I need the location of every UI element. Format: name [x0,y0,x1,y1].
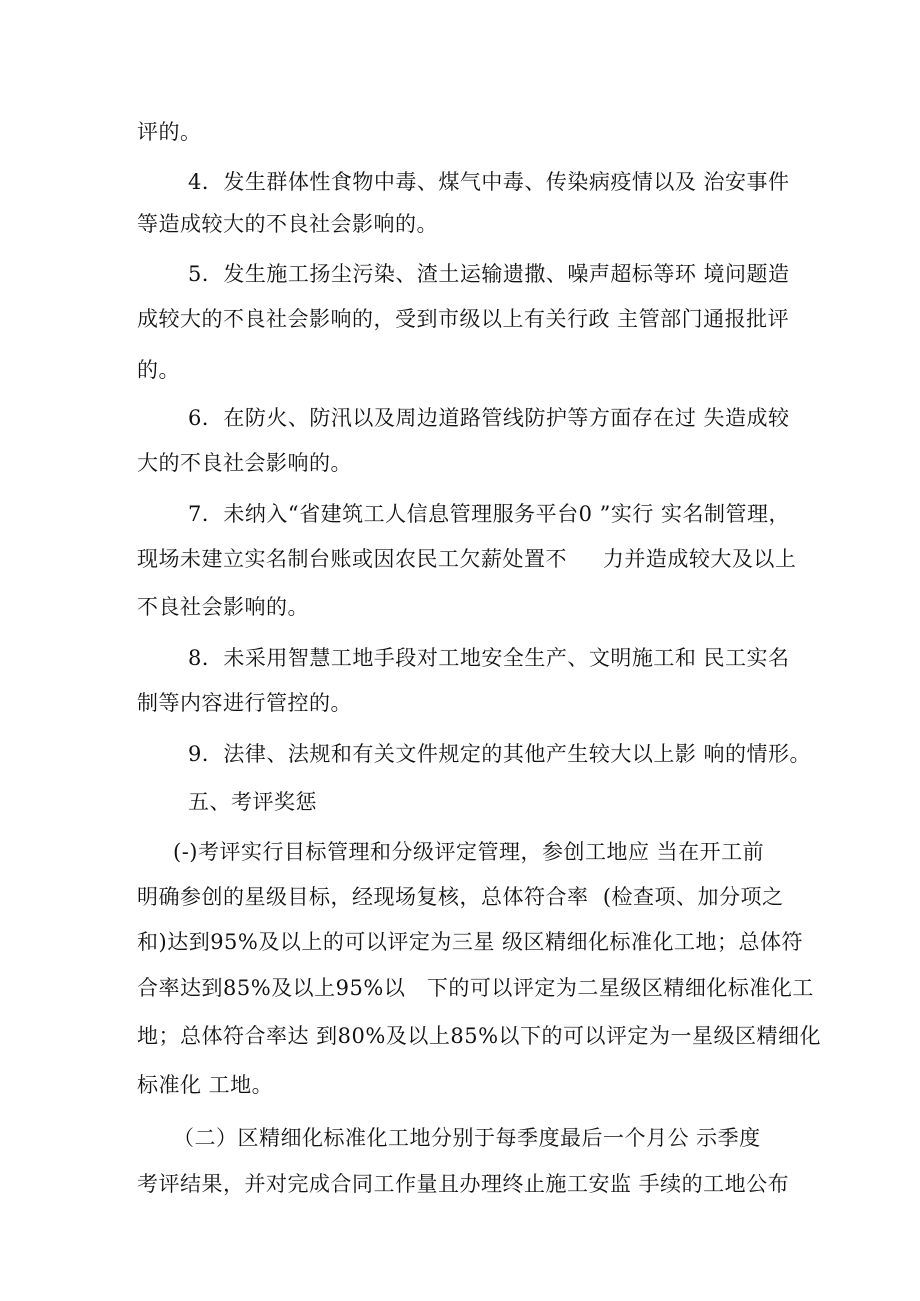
text-line-20: 标准化 工地。 [137,1073,274,1097]
section-heading: 五、考评奖惩 [188,790,317,814]
text-line-6: 的。 [137,358,180,382]
text-line-19: 地；总体符合率达 到80%及以上85%以下的可以评定为一星级区精细化 [137,1024,822,1048]
text-line-8: 大的不良社会影响的。 [137,451,352,475]
text-line-14: 9．法律、法规和有关文件规定的其他产生较大以上影 响的情形。 [188,742,812,766]
text-line-22: 考评结果，并对完成合同工作量且办理终止施工安监 手续的工地公布 [137,1172,790,1196]
text-line-2: 4．发生群体性食物中毒、煤气中毒、传染病疫情以及 治安事件 [188,170,790,194]
text-line-17: 和)达到95%及以上的可以评定为三星 级区精细化标准化工地；总体符 [137,930,804,954]
text-line-5: 成较大的不良社会影响的，受到市级以上有关行政 主管部门通报批评 [137,307,790,331]
text-line-16: 明确参创的星级目标，经现场复核，总体符合率 (检查项、加分项之 [137,885,784,909]
text-line-4: 5．发生施工扬尘污染、渣土运输遗撒、噪声超标等环 境问题造 [188,262,790,286]
text-line-11: 不良社会影响的。 [137,595,309,619]
text-line-10: 现场未建立实名制台账或因农民工欠薪处置不 力并造成较大及以上 [137,547,797,571]
text-line-21: （二）区精细化标准化工地分别于每季度最后一个月公 示季度 [173,1126,761,1150]
text-line-18: 合率达到85%及以上95%以 下的可以评定为二星级区精细化标准化工 [137,976,814,1000]
text-line-12: 8．未采用智慧工地手段对工地安全生产、文明施工和 民工实名 [188,646,790,670]
text-line-15: (-)考评实行目标管理和分级评定管理，参创工地应 当在开工前 [173,840,765,864]
text-line-13: 制等内容进行管控的。 [137,691,352,715]
text-line-7: 6．在防火、防汛以及周边道路管线防护等方面存在过 失造成较 [188,406,790,430]
text-line-1: 评的。 [137,120,202,144]
text-line-3: 等造成较大的不良社会影响的。 [137,212,438,236]
text-line-9: 7．未纳入“省建筑工人信息管理服务平台0 ”实行 实名制管理， [188,502,791,526]
